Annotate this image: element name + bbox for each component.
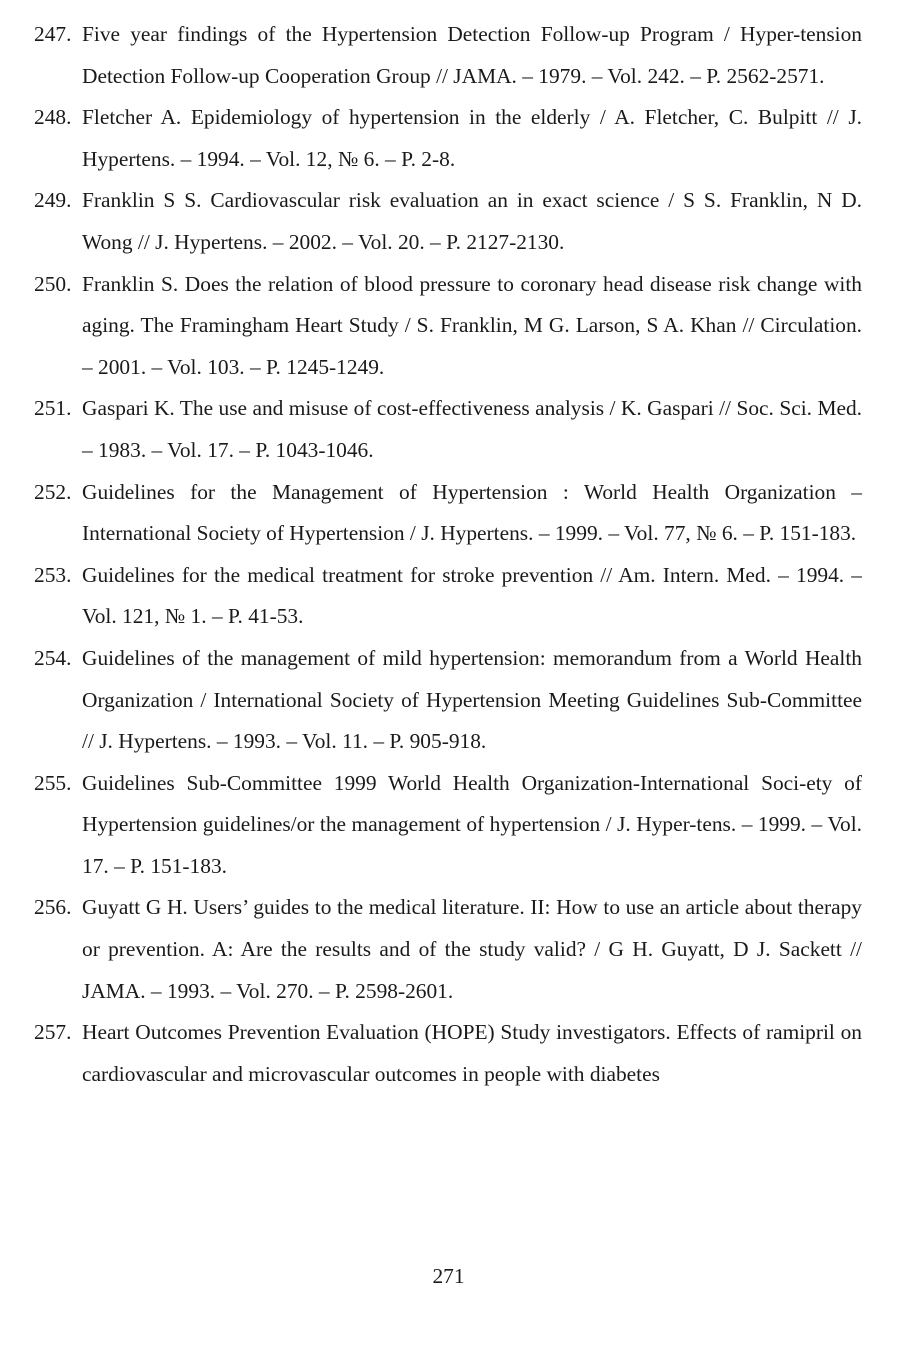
reference-item — [34, 763, 862, 888]
reference-item — [34, 887, 862, 1012]
reference-number: 251. — [34, 396, 72, 421]
reference-text: Guidelines Sub-Committee 1999 World Health Organization-International Soci-ety of Hypertension guidelines/or the management of hypertension / J. Hyper-tens. – 1999. – Vol. 17. – P. 151-183. — [82, 770, 862, 878]
reference-text: Heart Outcomes Prevention Evaluation (HOPE) Study investigators. Effects of ramipril on cardiovascular and microvascular outcomes in people with diabetes — [82, 1020, 862, 1086]
reference-number: 247. — [34, 22, 72, 46]
reference-item — [34, 638, 862, 763]
reference-item — [34, 264, 862, 389]
reference-number: 253. — [34, 562, 72, 587]
reference-list — [34, 14, 862, 1095]
reference-text: Fletcher A. Epidemiology of hypertension in the elderly / A. Fletcher, C. Bulpitt // J. Hypertens. – 1994. – Vol. 12, № 6. – P. 2-8. — [82, 105, 862, 171]
reference-number: 255. — [34, 770, 72, 795]
reference-text: Guidelines of the management of mild hypertension: memorandum from a World Health Organization / International Society of Hypertension Meeting Guidelines Sub-Committee // J. Hypertens. – 1993. – Vol. 11. – P. 905-918. — [82, 645, 862, 754]
reference-item — [34, 472, 862, 555]
reference-number: 250. — [34, 271, 72, 296]
reference-number: 252. — [34, 479, 72, 504]
reference-number: 249. — [34, 188, 72, 213]
reference-text: Guidelines for the medical treatment for stroke prevention // Am. Intern. Med. – 1994. – Vol. 121, № 1. – P. 41-53. — [82, 562, 862, 629]
reference-number: 256. — [34, 895, 72, 920]
reference-item — [34, 14, 862, 97]
reference-text: Franklin S. Does the relation of blood pressure to coronary head disease risk change with aging. The Framingham Heart Study / S. Franklin, M G. Larson, S A. Khan // Circulation. – 2001. – Vol. 103. – P. 1245-1249. — [82, 271, 862, 379]
page-number: 271 — [432, 1264, 465, 1288]
reference-text: Guyatt G H. Users’ guides to the medical literature. II: How to use an article about therapy or prevention. A: Are the results and of the study valid? / G H. Guyatt, D J. Sackett // JAMA. – 1993. – Vol. 270. – P. 2598-2601. — [82, 895, 862, 1003]
reference-item — [34, 97, 862, 180]
reference-item — [34, 388, 862, 471]
reference-number: 248. — [34, 105, 72, 130]
reference-text: Guidelines for the Management of Hypertension : World Health Organization – International Society of Hypertension / J. Hypertens. – 1999. – Vol. 77, № 6. – P. 151-183. — [82, 479, 862, 546]
reference-text: Franklin S S. Cardiovascular risk evaluation an in exact science / S S. Franklin, N D. Wong // J. Hypertens. – 2002. – Vol. 20. – P. 2127-2130. — [82, 188, 862, 254]
reference-number: 257. — [34, 1020, 72, 1045]
reference-item — [34, 1012, 862, 1095]
reference-number: 254. — [34, 645, 72, 670]
reference-item — [34, 180, 862, 263]
reference-text: Five year findings of the Hypertension Detection Follow-up Program / Hyper-tension Detection Follow-up Cooperation Group // JAMA. – 1979. – Vol. 242. – P. 2562-2571. — [82, 22, 862, 88]
reference-text: Gaspari K. The use and misuse of cost-effectiveness analysis / K. Gaspari // Soc. Sci. Med. – 1983. – Vol. 17. – P. 1043-1046. — [82, 396, 862, 462]
reference-item — [34, 555, 862, 638]
